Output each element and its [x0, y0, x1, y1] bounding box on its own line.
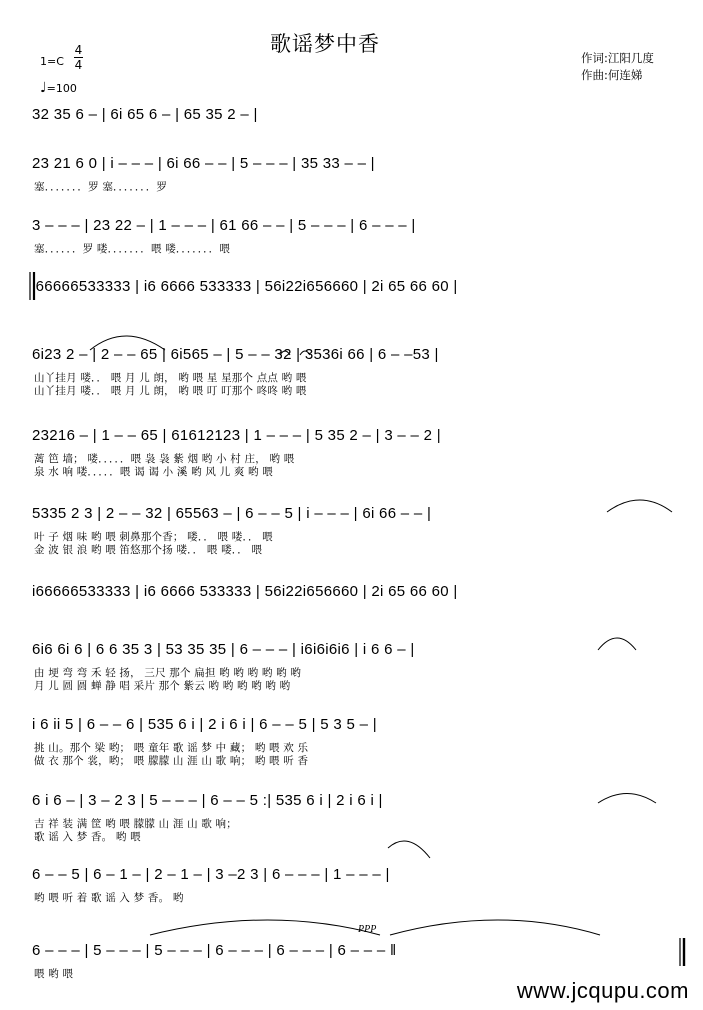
notation-line: 3 – – – | 23 22 – | 1 – – – | 61 66 – – | 5 – – – | 6 – – – | — [32, 217, 416, 234]
notation-line: 6 – – 5 | 6 – 1 – | 2 – 1 – | 3 –2 3 | 6 – – – | 1 – – – | — [32, 866, 390, 883]
lyric-line-1: 山丫挂月 喽．． 喂 月 儿 朗， 哟 喂 星 星那个 点点 哟 喂 — [34, 372, 307, 384]
slur-mark — [388, 841, 430, 858]
notation-line: 23216 – | 1 – – 65 | 61612123 | 1 – – – | 5 35 2 – | 3 – – 2 | — [32, 427, 441, 444]
time-signature — [74, 44, 83, 71]
tempo-marking — [40, 80, 77, 96]
slur-mark — [598, 794, 656, 804]
lyric-line-1: 由 埂 弯 弯 禾 轻 扬， 三尺 那个 扁担 哟 哟 哟 哟 哟 哟 — [34, 667, 302, 679]
notation-line: 5335 2 3 | 2 – – 32 | 65563 – | 6 – – 5 | i – – – | 6i 66 – – | — [32, 505, 432, 522]
lyricist-credit: 作词:江阳几度 — [581, 51, 654, 65]
lyric-line-1: 叶 子 烟 味 哟 喂 刺鼻那个香； 喽．． 喂 喽．． 喂 — [34, 531, 273, 543]
quarter-note-icon: ♩ — [40, 80, 47, 96]
lyric-line-1: 喂 哟 喂 — [34, 968, 74, 980]
notation-line: 32 35 6 – | 6i 65 6 – | 65 35 2 – | — [32, 106, 258, 123]
notation-line: 6 – – – | 5 – – – | 5 – – – | 6 – – – | 6 – – – | 6 – – – ‖ — [32, 942, 397, 959]
slur-mark — [598, 638, 636, 650]
lyric-line-1: 塞．．．．．．．罗 塞．．．．．．．罗 — [34, 181, 168, 193]
lyric-line-2: 山丫挂月 喽．． 喂 月 儿 朗， 哟 喂 叮 叮那个 咚咚 哟 喂 — [34, 385, 307, 397]
lyric-line-2: 做 衣 那个 裳，哟； 喂 朦朦 山 涯 山 歌 响； 哟 喂 听 香 — [34, 755, 309, 767]
lyric-line-1: 塞．．．．．．罗 喽．．．．．．．喂 喽．．．．．．．喂 — [34, 243, 231, 255]
key-signature: 1=C — [40, 55, 64, 68]
site-watermark: www.jcqupu.com — [516, 978, 689, 1003]
lyric-line-2: 泉 水 响 喽．．．．．喂 谒 谒 小 溪 哟 风 儿 爽 哟 喂 — [34, 466, 273, 478]
lyric-line-2: 金 波 银 浪 哟 喂 笛悠那个扬 喽．． 喂 喽．． 喂 — [34, 544, 263, 556]
slur-mark — [150, 920, 380, 935]
slur-mark — [390, 920, 600, 935]
lyric-line-1: 吉 祥 装 满 筐 哟 喂 朦朦 山 涯 山 歌 响； — [34, 818, 237, 830]
lyric-line-2: 歌 谣 入 梦 香。 哟 喂 — [34, 831, 141, 843]
notation-line: i66666533333 | i6 6666 533333 | 56i22i656660 | 2i 65 66 60 | — [32, 278, 458, 295]
time-numerator: 4 — [74, 43, 83, 57]
tempo-value: =100 — [46, 82, 77, 95]
dynamic-marking: PPP — [358, 924, 377, 935]
notation-line: i66666533333 | i6 6666 533333 | 56i22i656660 | 2i 65 66 60 | — [32, 583, 458, 600]
notation-line: 6i6 6i 6 | 6 6 35 3 | 53 35 35 | 6 – – – | i6i6i6i6 | i 6 6 – | — [32, 641, 415, 658]
time-denominator: 4 — [74, 58, 83, 72]
composer-credit: 作曲:何连娣 — [581, 68, 643, 82]
lyric-line-1: 挑 山。那个 梁 哟； 喂 童年 歌 谣 梦 中 藏； 哟 喂 欢 乐 — [34, 742, 309, 754]
lyric-line-2: 月 儿 圆 圆 蝉 静 唱 采片 那个 紫云 哟 哟 哟 哟 哟 哟 — [34, 680, 291, 692]
notation-line: 6 i 6 – | 3 – 2 3 | 5 – – – | 6 – – 5 :| 535 6 i | 2 i 6 i | — [32, 792, 383, 809]
slur-mark — [607, 500, 672, 512]
lyric-line-1: 蓠 笆 墙； 喽．．．．．喂 袅 袅 紫 烟 哟 小 村 庄， 哟 喂 — [34, 453, 295, 465]
song-title: 歌谣梦中香 — [270, 32, 380, 56]
notation-line: 6i23 2 – | 2 – – 65 | 6i565 – | 5 – – 32 | 3536i 66 | 6 – –53 | — [32, 346, 439, 363]
notation-line: i 6 ii 5 | 6 – – 6 | 535 6 i | 2 i 6 i | 6 – – 5 | 5 3 5 – | — [32, 716, 377, 733]
lyric-line-1: 哟 喂 听 着 歌 谣 入 梦 香。 哟 — [34, 892, 184, 904]
notation-line: 23 21 6 0 | i – – – | 6i 66 – – | 5 – – – | 35 33 – – | — [32, 155, 375, 172]
